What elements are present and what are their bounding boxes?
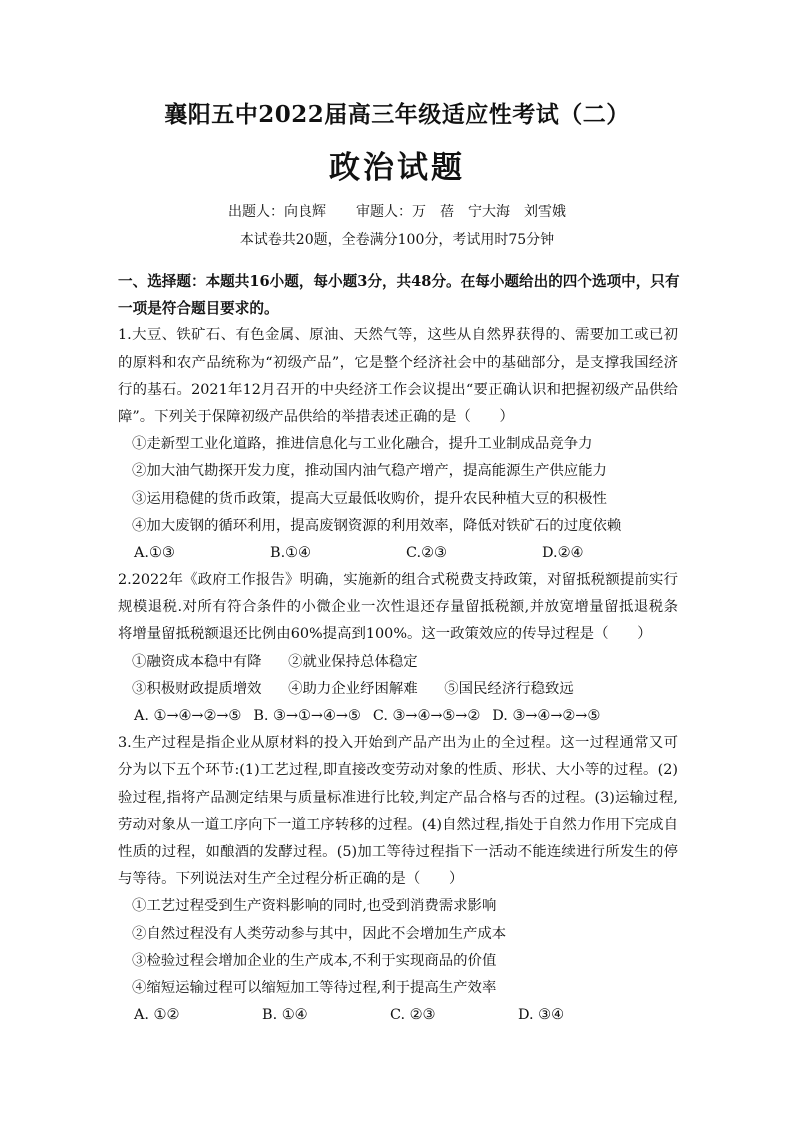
exam-title: 襄阳五中2022届高三年级适应性考试（二） bbox=[164, 101, 630, 128]
q1-stem-line: 行的基石。2021年12月召开的中央经济工作会议提出“要正确认识和把握初级产品供给 bbox=[118, 381, 678, 398]
q2-statements-row2 bbox=[118, 676, 678, 703]
q1-option-d[interactable]: D.②④ bbox=[542, 544, 584, 561]
q1-option-a[interactable]: A.①③ bbox=[134, 544, 175, 561]
q3-option-d[interactable]: D. ③④ bbox=[518, 1007, 564, 1024]
q3-option-b[interactable]: B. ①④ bbox=[262, 1007, 308, 1024]
q2-statement: ③积极财政提质增效 bbox=[132, 680, 262, 697]
q1-stem-line: 的原料和农产品统称为“初级产品”，它是整个经济社会中的基础部分，是支撑我国经济 bbox=[118, 354, 678, 371]
section-heading-line2: 一项是符合题目要求的。 bbox=[118, 300, 279, 318]
q1-option-b[interactable]: B.①④ bbox=[270, 544, 311, 561]
authors: 出题人：向良辉 bbox=[228, 204, 326, 220]
q2-statements-row1 bbox=[118, 649, 678, 676]
q3-stem-line: 分为以下五个环节:(1)工艺过程,即直接改变劳动对象的性质、形状、大小等的过程。(2) bbox=[118, 762, 678, 779]
q1-option-c[interactable]: C.②③ bbox=[406, 544, 447, 561]
q2-stem-line: 规模退税.对所有符合条件的小微企业一次性退还存量留抵税额,并放宽增量留抵退税条 bbox=[118, 599, 678, 616]
q3-stem-line: 验过程,指将产品测定结果与质量标准进行比较,判定产品合格与否的过程。(3)运输过程, bbox=[118, 789, 678, 806]
exam-info: 本试卷共20题，全卷满分100分，考试用时75分钟 bbox=[239, 232, 555, 248]
author-line bbox=[0, 201, 794, 221]
q2-option-c[interactable]: C. ③→④→⑤→② bbox=[372, 708, 481, 724]
subject-title: 政治试题 bbox=[329, 150, 465, 186]
q3-statement: ①工艺过程受到生产资料影响的同时,也受到消费需求影响 bbox=[132, 898, 497, 915]
q1-statement: ①走新型工业化道路，推进信息化与工业化融合，提升工业制成品竞争力 bbox=[132, 436, 593, 453]
q3-stem-line: 性质的过程，如酿酒的发酵过程。(5)加工等待过程指下一活动不能连续进行所发生的停 bbox=[118, 843, 678, 860]
q3-options bbox=[118, 1002, 678, 1029]
q3-option-c[interactable]: C. ②③ bbox=[390, 1007, 436, 1024]
q2-options bbox=[118, 703, 678, 730]
q1-statement: ②加大油气勘探开发力度，推动国内油气稳产增产，提高能源生产供应能力 bbox=[132, 463, 607, 480]
q3-stem-line: 与等待。下列说法对生产全过程分析正确的是（ ） bbox=[118, 871, 464, 888]
q2-statement: ①融资成本稳中有降 bbox=[132, 653, 262, 670]
q2-statement: ④助力企业纾困解难 bbox=[288, 680, 418, 697]
q2-statement: ②就业保持总体稳定 bbox=[288, 653, 418, 670]
q1-statement: ④加大废钢的循环利用，提高废钢资源的利用效率，降低对铁矿石的过度依赖 bbox=[132, 517, 622, 534]
q1-statement: ③运用稳健的货币政策，提高大豆最低收购价，提升农民种植大豆的积极性 bbox=[132, 490, 607, 507]
reviewers: 审题人：万 蓓 宁大海 刘雪娥 bbox=[356, 204, 566, 220]
exam-body bbox=[118, 268, 678, 1029]
q3-stem-line: 3.生产过程是指企业从原材料的投入开始到产品产出为止的全过程。这一过程通常又可 bbox=[118, 735, 678, 752]
q1-stem-line: 1.大豆、铁矿石、有色金属、原油、天然气等，这些从自然界获得的、需要加工或已初 bbox=[118, 327, 678, 344]
section-heading-line1: 一、选择题：本题共16小题，每小题3分，共48分。在每小题给出的四个选项中，只有 bbox=[118, 273, 680, 290]
q2-stem-line: 2.2022年《政府工作报告》明确，实施新的组合式税费支持政策，对留抵税额提前实行 bbox=[118, 572, 678, 589]
q1-options bbox=[118, 540, 678, 567]
q3-statement: ③检验过程会增加企业的生产成本,不利于实现商品的价值 bbox=[132, 952, 497, 969]
q2-option-a[interactable]: A. ①→④→②→⑤ bbox=[134, 708, 242, 724]
q2-stem-line: 将增量留抵税额退还比例由60%提高到100%。这一政策效应的传导过程是（ ） bbox=[118, 626, 652, 643]
q3-statement: ②自然过程没有人类劳动参与其中，因此不会增加生产成本 bbox=[132, 925, 507, 942]
q3-option-a[interactable]: A. ①② bbox=[134, 1007, 180, 1024]
q2-option-d[interactable]: D. ③→④→②→⑤ bbox=[492, 708, 601, 724]
q2-statement: ⑤国民经济行稳致远 bbox=[444, 680, 574, 697]
q2-option-b[interactable]: B. ③→①→④→⑤ bbox=[253, 708, 361, 724]
q3-stem-line: 劳动对象从一道工序向下一道工序转移的过程。(4)自然过程,指处于自然力作用下完成自 bbox=[118, 816, 678, 833]
q1-stem-line: 障”。下列关于保障初级产品供给的举措表述正确的是（ ） bbox=[118, 408, 514, 425]
q3-statement: ④缩短运输过程可以缩短加工等待过程,利于提高生产效率 bbox=[132, 979, 497, 996]
